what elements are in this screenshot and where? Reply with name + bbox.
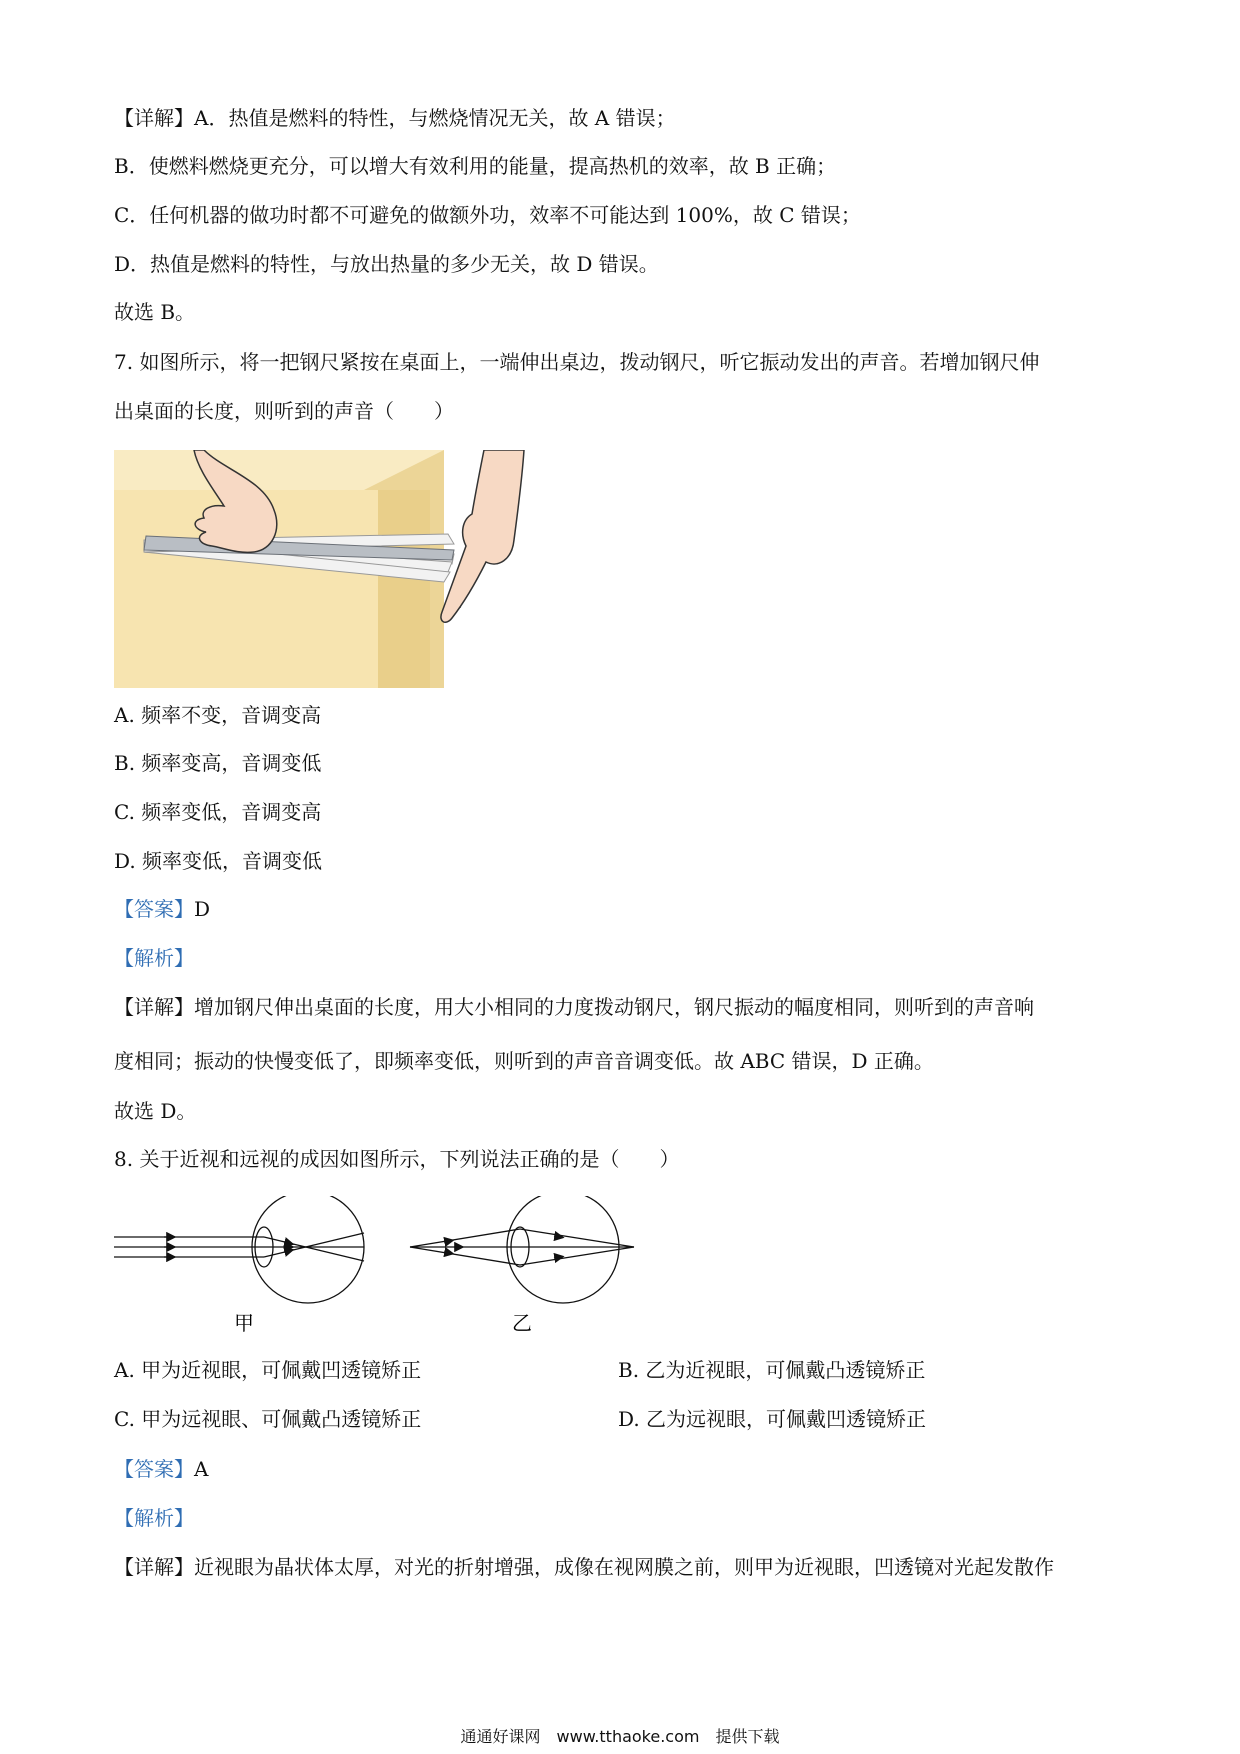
page-footer: 通通好课网 www.tthaoke.com 提供下载 [460, 1727, 780, 1746]
prev-detail-line: D．热值是燃料的特性，与放出热量的多少无关，故 D 错误。 [114, 252, 659, 276]
prev-detail-line: C．任何机器的做功时都不可避免的做额外功，效率不可能达到 100%，故 C 错误； [114, 203, 861, 227]
eye-a [114, 1196, 364, 1303]
prev-conclusion: 故选 B。 [114, 300, 196, 324]
eye-b [410, 1196, 634, 1303]
q8-stem: 8. 关于近视和远视的成因如图所示，下列说法正确的是（ ） [114, 1147, 680, 1171]
q7-answer: 【答案】D [114, 897, 211, 921]
plucking-hand [441, 450, 524, 622]
q7-stem-line1: 7. 如图所示，将一把钢尺紧按在桌面上，一端伸出桌边，拨动钢尺，听它振动发出的声音。若增加钢尺伸 [114, 350, 1040, 374]
q8-analysis-tag: 【解析】 [114, 1506, 194, 1530]
q8-option-b: B. 乙为近视眼，可佩戴凸透镜矫正 [618, 1358, 926, 1382]
detail-tag: 【详解】 [114, 995, 194, 1019]
eye-diagram [114, 1196, 644, 1336]
q7-stem-line2: 出桌面的长度，则听到的声音（ ） [114, 399, 454, 423]
q7-option-c: C. 频率变低，音调变高 [114, 800, 322, 824]
q8-answer: 【答案】A [114, 1457, 209, 1481]
table-leg [378, 490, 430, 688]
q8-option-a: A. 甲为近视眼，可佩戴凹透镜矫正 [114, 1358, 422, 1382]
q7-detail-line1: 【详解】增加钢尺伸出桌面的长度，用大小相同的力度拨动钢尺，钢尺振动的幅度相同，则听到的声音响 [114, 995, 1034, 1019]
q7-option-a: A. 频率不变，音调变高 [114, 703, 322, 727]
q7-option-d: D. 频率变低，音调变低 [114, 849, 323, 873]
prev-detail-line: 【详解】A．热值是燃料的特性，与燃烧情况无关，故 A 错误； [114, 106, 676, 130]
q7-detail-line2: 度相同；振动的快慢变低了，即频率变低，则听到的声音音调变低。故 ABC 错误，D 正确。 [114, 1049, 934, 1073]
q8-option-c: C. 甲为远视眼、可佩戴凸透镜矫正 [114, 1407, 422, 1431]
detail-tag: 【详解】 [114, 1555, 194, 1579]
eye-b-label: 乙 [512, 1311, 532, 1335]
prev-detail-line: B．使燃料燃烧更充分，可以增大有效利用的能量，提高热机的效率，故 B 正确； [114, 154, 837, 178]
answer-tag: 【答案】 [114, 897, 194, 921]
eye-a-label: 甲 [234, 1311, 254, 1335]
ruler-vibration-figure [114, 450, 576, 688]
q8-detail-line1: 【详解】近视眼为晶状体太厚，对光的折射增强，成像在视网膜之前，则甲为近视眼，凹透镜对光起发散作 [114, 1555, 1054, 1579]
q7-conclusion: 故选 D。 [114, 1099, 197, 1123]
q7-option-b: B. 频率变高，音调变低 [114, 751, 322, 775]
answer-tag: 【答案】 [114, 1457, 194, 1481]
q8-option-d: D. 乙为远视眼，可佩戴凹透镜矫正 [618, 1407, 927, 1431]
q7-analysis-tag: 【解析】 [114, 946, 194, 970]
detail-tag: 【详解】 [114, 106, 194, 130]
